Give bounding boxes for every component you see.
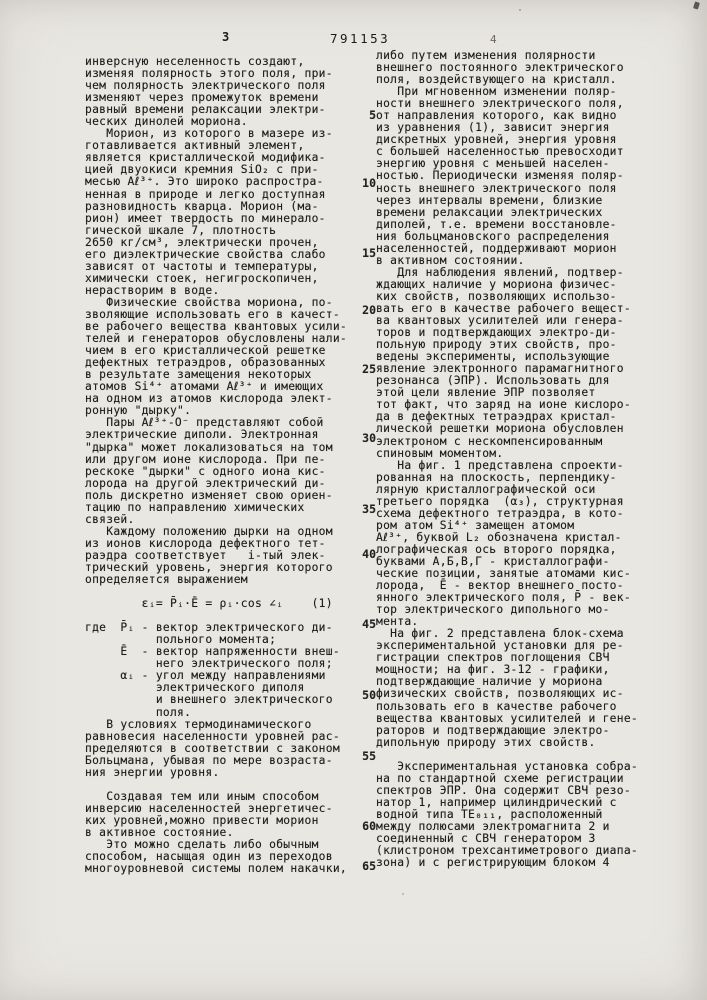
page-number-left: 3	[222, 30, 230, 44]
line-number-5: 5	[369, 108, 376, 122]
line-number-30: 30	[362, 431, 376, 445]
line-number-15: 15	[362, 246, 376, 260]
line-number-40: 40	[362, 547, 376, 561]
right-column-text: либо путем изменения полярности внешнего постоянного электрического поля, воздействующего на кристалл. При мгновенном изменении поляр- ности внешнего электрического поля, от направления которого, как видно из уравнения (1), зависит энергия дискретных уровней, энергия уровня с большей населенностью превосходит энергию уровня с меньшей населен- ностью. Периодически изменяя поляр- ность внешнего электрического поля через интервалы времени, близкие времени релаксации электрических диполей, т.е. времени восстановле- ния больцмановского распределения населенностей, поддерживают морион в активном состоянии. Для наблюдения явлений, подтвер- ждающих наличие у мориона физичес- ких свойств, позволяющих использо- вать его в качестве рабочего вещест- ва квантовых усилителей или генера- торов и подтверждающих электро-ди- польную природу этих свойств, про- ведены эксперименты, использующие явление электронного парамагнитного резонанса (ЭПР). Использовать для этой цели явление ЭПР позволяет тот факт, что заряд на ионе кислоро- да в дефектных тетраэдрах кристал- лической решетки мориона обусловлен электроном с нескомпенсированным спиновым моментом. На фиг. 1 представлена спроекти- рованная на плоскость, перпендику- лярную кристаллографической оси третьего порядка (α₃), структурная схема дефектного тетраэдра, в кото- ром атом Si⁴⁺ замещен атомом Аℓ³⁺, буквой L₂ обозначена кристал- лографическая ось второго порядка, буквами А,Б,В,Г - кристаллографи- ческие позиции, занятые атомами кис- лорода, Ē - вектор внешнего посто- янного электрического поля, P̄ - век- тор электрического дипольного мо- мента. На фиг. 2 представлена блок-схема экспериментальной установки для ре- гистрации спектров поглощения СВЧ мощности; на фиг. 3-12 - графики, подтверждающие наличие у мориона физических свойств, позволяющих ис- пользовать его в качестве рабочего вещества квантовых усилителей и гене- раторов и подтверждающие электро- дипольную природу этих свойств. Экспериментальная установка собра- на по стандартной схеме регистрации спектров ЭПР. Она содержит СВЧ резо- натор 1, например цилиндрический с водной типа ТЕ₀₁₁, расположенный между полюсами электромагнита 2 и соединенный с СВЧ генератором 3 (клистроном трехсантиметрового диапа- зона) и с регистрирующим блоком 4	[376, 49, 639, 870]
line-number-25: 25	[362, 362, 376, 376]
scan-artifact-dot-2	[402, 893, 404, 895]
line-number-55: 55	[362, 749, 376, 763]
scan-artifact-top-right	[693, 1, 700, 9]
line-number-60: 60	[362, 819, 376, 833]
scan-artifact-dot-1	[519, 9, 521, 11]
patent-number: 791153	[330, 31, 391, 46]
line-number-gutter	[348, 0, 376, 1000]
line-number-50: 50	[362, 688, 376, 702]
page-number-right: 4	[490, 33, 497, 46]
line-number-20: 20	[362, 303, 376, 317]
line-number-35: 35	[362, 502, 376, 516]
left-column-text: инверсную неселенность создают, изменяя полярность этого поля, при- чем полярность электрического поля изменяют через промежуток времени равный времени релаксации электри- ческих динолей мориона. Морион, из которого в мазере из- готавливается активный элемент, является кристаллической модифика- цией двуокиси кремния SiO₂ с при- месью Аℓ³⁺. Это широко распростра- ненная в природе и легко доступная разновидность кварца. Морион (ма- рион) имеет твердость по минерало- гической шкале 7, плотность 2650 кг/см³, электрически прочен, его диэлектрические свойства слабо зависят от частоты и температуры, химически стоек, негигроскопичен, нерастворим в воде. Физические свойства мориона, по- зволяющие использовать его в качест- ве рабочего вещества квантовых усили- телей и генераторов обусловлены нали- чием в его кристаллической решетке дефектных тетраэдров, образованных в результате замещения некоторых атомов Si⁴⁺ атомами Аℓ³⁺ и имеющих на одном из атомов кислорода элект- ронную "дырку". Пары Аℓ³⁺-О⁻ представляют собой электрические диполи. Электронная "дырка" может локализоваться на том или другом ионе кислорода. При пе- рескоке "дырки" с одного иона кис- лорода на другой электрический ди- поль дискретно изменяет свою ориен- тацию по направлению химических связей. Каждому положению дырки на одном из ионов кислорода дефектного тет- раэдра соответствует i-тый элек- трический уровень, энергия которого определяется выражением εᵢ= P̄ᵢ·Ē = ρᵢ·cos ∠ᵢ (1) где P̄ᵢ - вектор электрического ди- польного момента; Ē - вектор напряженности внеш- него электрического поля; αᵢ - угол между направлениями электрического диполя и внешнего электрического поля. В условиях термодинамического равновесия населенности уровней рас- пределяются в соответствии с законом Больцмана, убывая по мере возраста- ния энергии уровня. Создавая тем или иным способом инверсию населенностей энергетичес- ких уровней,можно привести морион в активное состояние. Это можно сделать либо обычным способом, насыщая один из переходов многоуровневой системы полем накачки,	[85, 55, 348, 876]
line-number-10: 10	[362, 176, 376, 190]
line-number-45: 45	[362, 617, 376, 631]
line-number-65: 65	[362, 859, 376, 873]
